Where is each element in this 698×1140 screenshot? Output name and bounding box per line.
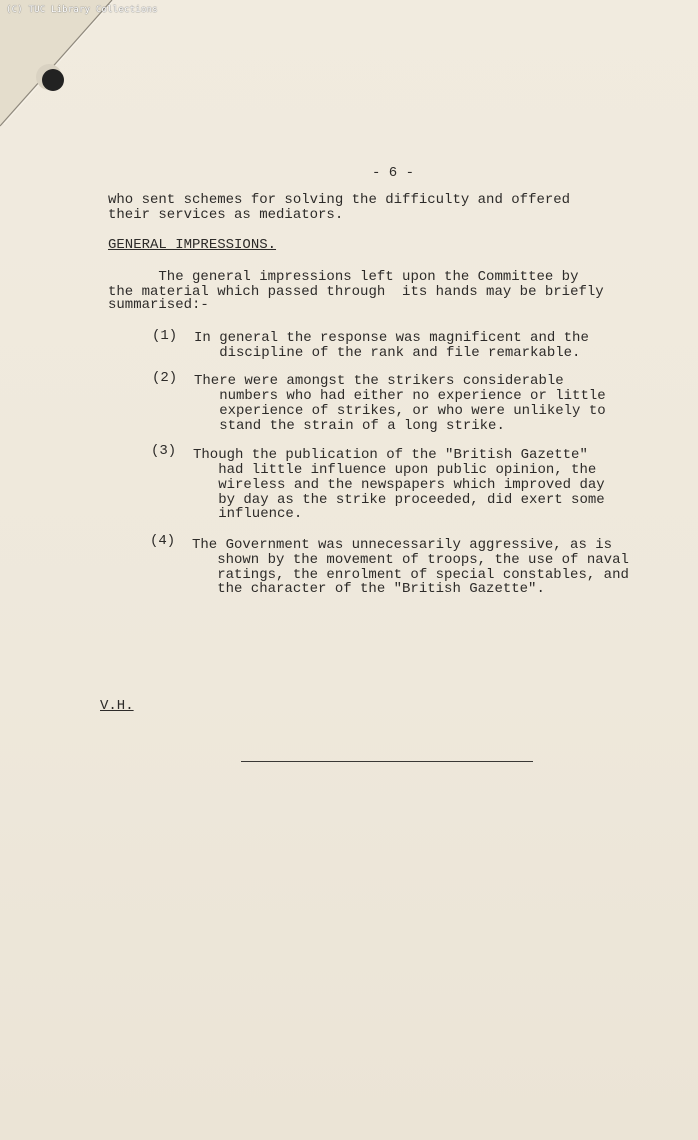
item-3-line-1: Though the publication of the "British Gazette": [193, 447, 588, 463]
item-1-line-1: In general the response was magnificent and the: [194, 330, 589, 346]
closing-rule: [241, 761, 533, 762]
item-3-number: (3): [151, 443, 177, 459]
item-2-line-3: experience of strikes, or who were unlikely to: [194, 403, 606, 419]
item-2-line-2: numbers who had either no experience or little: [194, 388, 606, 404]
item-4-number: (4): [150, 533, 176, 549]
item-3-line-5: influence.: [193, 506, 303, 522]
item-3-line-4: by day as the strike proceeded, did exert some: [193, 492, 605, 508]
item-4-line-3: ratings, the enrolment of special constables, and: [192, 567, 629, 583]
item-3-line-3: wireless and the newspapers which improved day: [193, 477, 605, 493]
corner-fold-shadow: [0, 0, 120, 130]
opening-line-1: who sent schemes for solving the difficulty and offered: [108, 192, 571, 208]
item-2-number: (2): [152, 370, 178, 386]
author-initials: V.H.: [100, 698, 134, 714]
item-4-line-1: The Government was unnecessarily aggressive, as is: [192, 537, 613, 553]
item-2-line-1: There were amongst the strikers considerable: [194, 373, 564, 389]
opening-line-2: their services as mediators.: [108, 207, 344, 223]
item-2-line-4: stand the strain of a long strike.: [194, 418, 505, 434]
intro-line-2: the material which passed through its hands may be briefly: [108, 284, 604, 300]
page-number: - 6 -: [372, 165, 415, 181]
item-1-number: (1): [152, 328, 178, 344]
item-1-line-2: discipline of the rank and file remarkable.: [194, 345, 581, 361]
item-4-line-2: shown by the movement of troops, the use of naval: [192, 552, 629, 568]
watermark: (C) TUC Library Collections: [6, 5, 158, 15]
item-3-line-2: had little influence upon public opinion, the: [193, 462, 597, 478]
intro-line-1: The general impressions left upon the Committee by: [108, 269, 579, 285]
intro-line-3: summarised:-: [108, 297, 209, 313]
section-heading: GENERAL IMPRESSIONS.: [108, 237, 277, 253]
item-4-line-4: the character of the "British Gazette".: [192, 581, 545, 597]
punch-hole: [42, 69, 64, 91]
